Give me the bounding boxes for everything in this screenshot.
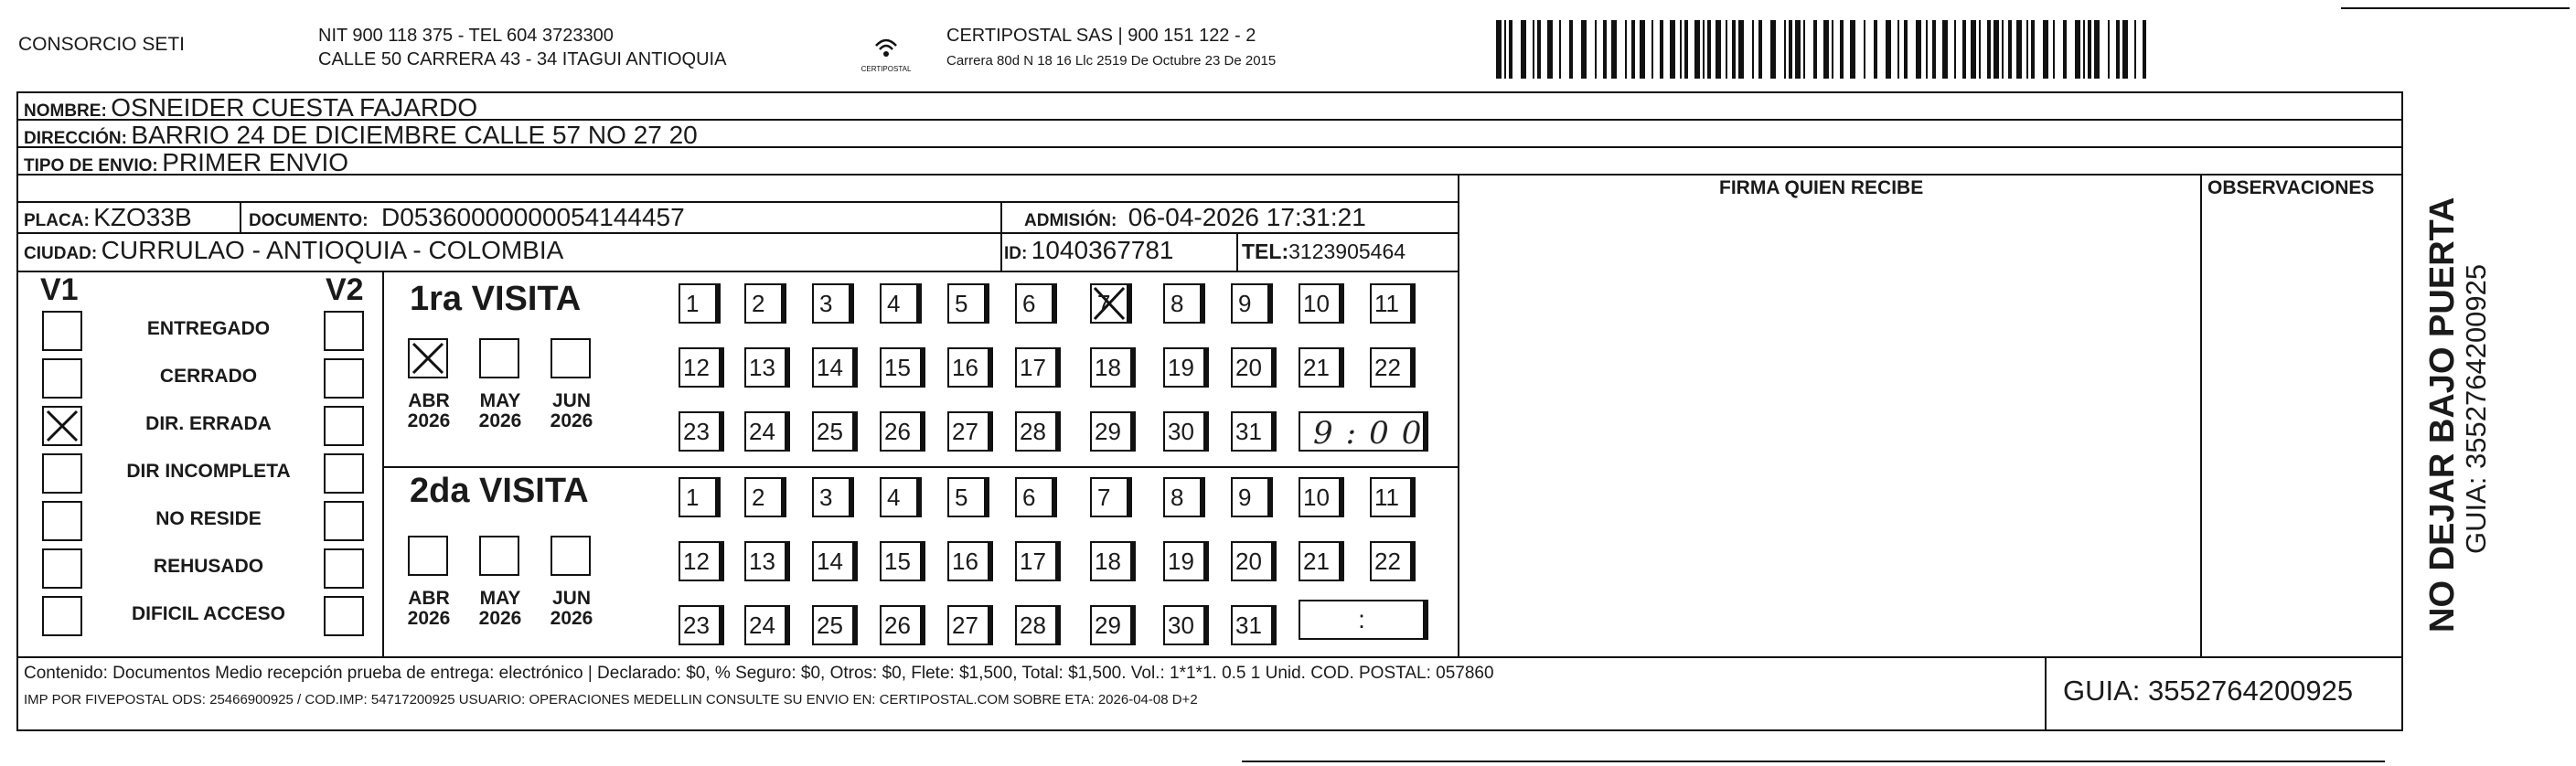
day-box[interactable]: 4 <box>880 477 918 517</box>
first-visit-time-box[interactable] <box>1299 411 1435 452</box>
day-box[interactable]: 28 <box>1015 411 1057 452</box>
ciudad-cell <box>24 236 563 265</box>
delivery-form <box>16 91 2403 731</box>
nombre-label: NOMBRE: <box>24 101 107 121</box>
first-visit-title: 1ra VISITA <box>410 280 582 318</box>
tel-label: TEL: <box>1242 239 1289 263</box>
ciudad-value: CURRULAO - ANTIOQUIA - COLOMBIA <box>101 236 564 264</box>
day-box[interactable]: 31 <box>1231 411 1273 452</box>
month-label: ABR <box>408 588 450 609</box>
day-box[interactable]: 15 <box>880 347 922 388</box>
day-box[interactable]: 19 <box>1163 541 1205 581</box>
status-label: CERRADO <box>159 366 258 387</box>
direccion-row <box>24 121 698 150</box>
day-box[interactable]: 5 <box>947 283 986 324</box>
day-box[interactable]: 21 <box>1299 347 1341 388</box>
day-box[interactable]: 29 <box>1090 411 1132 452</box>
observaciones-header: OBSERVACIONES <box>2207 177 2375 198</box>
day-box[interactable]: 16 <box>947 541 989 581</box>
tipo-label: TIPO DE ENVIO: <box>24 156 158 176</box>
v1-checkbox[interactable] <box>42 501 82 541</box>
day-box[interactable]: 4 <box>880 283 918 324</box>
id-value: 1040367781 <box>1031 236 1174 264</box>
v1-checkbox[interactable] <box>42 596 82 636</box>
barcode <box>1496 20 2158 79</box>
day-box[interactable] <box>1090 283 1128 324</box>
v1-checkbox[interactable] <box>42 453 82 494</box>
day-box[interactable]: 26 <box>880 605 922 645</box>
day-box[interactable]: 22 <box>1370 541 1412 581</box>
day-box[interactable]: 2 <box>744 283 783 324</box>
certipostal-address: Carrera 80d N 18 16 Llc 2519 De Octubre 23 De 2015 <box>946 53 1277 69</box>
id-label: ID: <box>1004 244 1028 263</box>
v1-header: V1 <box>40 272 79 307</box>
v1-checkbox[interactable] <box>42 311 82 351</box>
v2-checkbox[interactable] <box>324 596 364 636</box>
id-cell <box>1004 236 1174 265</box>
day-box[interactable]: 20 <box>1231 541 1273 581</box>
v2-checkbox[interactable] <box>324 453 364 494</box>
day-box[interactable]: 14 <box>812 541 854 581</box>
placa-label: PLACA: <box>24 211 90 230</box>
nombre-value: OSNEIDER CUESTA FAJARDO <box>111 93 478 122</box>
day-box[interactable]: 10 <box>1299 283 1341 324</box>
status-label: NO RESIDE <box>155 508 262 529</box>
status-label: DIR INCOMPLETA <box>126 461 291 482</box>
month-checkbox[interactable] <box>479 338 519 378</box>
day-box[interactable]: 31 <box>1231 605 1273 645</box>
nit-line: NIT 900 118 375 - TEL 604 3723300 <box>318 26 614 46</box>
month-checkbox[interactable] <box>479 536 519 576</box>
v1-checkbox[interactable] <box>42 358 82 399</box>
day-box[interactable]: 24 <box>744 605 786 645</box>
second-visit-time-box[interactable] <box>1299 600 1425 640</box>
day-box[interactable]: 28 <box>1015 605 1057 645</box>
side-warning: NO DEJAR BAJO PUERTA <box>2423 197 2462 633</box>
nombre-row <box>24 93 477 122</box>
direccion-label: DIRECCIÓN: <box>24 129 127 148</box>
status-label: DIFICIL ACCESO <box>131 603 285 624</box>
certipostal-logo <box>858 33 914 77</box>
admision-label: ADMISIÓN: <box>1024 211 1117 230</box>
day-box[interactable]: 2 <box>744 477 783 517</box>
year-label: 2026 <box>478 410 522 431</box>
day-box[interactable]: 16 <box>947 347 989 388</box>
day-box[interactable]: 18 <box>1090 347 1132 388</box>
day-box[interactable]: 25 <box>812 411 854 452</box>
status-label: DIR. ERRADA <box>145 413 272 434</box>
day-box[interactable]: 9 <box>1231 477 1269 517</box>
day-box[interactable]: 12 <box>679 347 721 388</box>
month-checkbox[interactable] <box>550 536 591 576</box>
placa-value: KZO33B <box>93 203 192 231</box>
day-box[interactable]: 3 <box>812 477 850 517</box>
day-box[interactable]: 8 <box>1163 283 1202 324</box>
first-visit-time: 9:00 <box>1313 415 1435 452</box>
footer-contenido: Contenido: Documentos Medio recepción prueba de entrega: electrónico | Declarado: $0, % Seguro: $0, Otros: $0, Flete: $1,500, Total: $1,500. Vol.: 1*1*1. 0.5 1 Unid. COD. POSTAL: 057860 <box>24 664 1494 683</box>
day-box[interactable]: 6 <box>1015 477 1053 517</box>
second-visit-time: : <box>1358 605 1365 633</box>
certipostal-line: CERTIPOSTAL SAS | 900 151 122 - 2 <box>946 26 1256 46</box>
year-label: 2026 <box>550 608 593 629</box>
firma-header: FIRMA QUIEN RECIBE <box>1719 177 1924 198</box>
year-label: 2026 <box>550 410 593 431</box>
month-checkbox[interactable] <box>550 338 591 378</box>
status-label: REHUSADO <box>153 556 264 577</box>
day-box[interactable]: 14 <box>812 347 854 388</box>
day-box[interactable]: 17 <box>1015 541 1057 581</box>
day-box[interactable]: 19 <box>1163 347 1205 388</box>
tel-cell <box>1242 239 1406 264</box>
tel-value: 3123905464 <box>1288 239 1406 263</box>
footer-guia: GUIA: 3552764200925 <box>2063 675 2354 707</box>
month-label: JUN <box>551 390 591 411</box>
day-box[interactable]: 22 <box>1370 347 1412 388</box>
day-box[interactable]: 13 <box>744 347 786 388</box>
v2-checkbox[interactable] <box>324 358 364 399</box>
v2-checkbox[interactable] <box>324 406 364 446</box>
day-box[interactable]: 20 <box>1231 347 1273 388</box>
month-checkbox[interactable] <box>408 338 448 378</box>
company-name: CONSORCIO SETI <box>18 34 186 55</box>
day-box[interactable]: 1 <box>679 283 717 324</box>
day-box[interactable]: 27 <box>947 411 989 452</box>
day-box[interactable]: 3 <box>812 283 850 324</box>
day-box[interactable]: 30 <box>1163 605 1205 645</box>
month-label: MAY <box>479 588 521 609</box>
day-box[interactable]: 12 <box>679 541 721 581</box>
day-box[interactable]: 11 <box>1370 477 1412 517</box>
tipo-value: PRIMER ENVIO <box>162 148 349 176</box>
day-box[interactable]: 23 <box>679 605 721 645</box>
day-box[interactable]: 17 <box>1015 347 1057 388</box>
day-box[interactable]: 30 <box>1163 411 1205 452</box>
year-label: 2026 <box>407 410 451 431</box>
year-label: 2026 <box>478 608 522 629</box>
side-guia: GUIA: 3552764200925 <box>2460 263 2492 554</box>
admision-value: 06-04-2026 17:31:21 <box>1128 203 1366 231</box>
day-box[interactable]: 24 <box>744 411 786 452</box>
v1-checkbox[interactable] <box>42 548 82 589</box>
direccion-value: BARRIO 24 DE DICIEMBRE CALLE 57 NO 27 20 <box>131 121 698 149</box>
day-box[interactable]: 13 <box>744 541 786 581</box>
v2-header: V2 <box>326 272 364 307</box>
v2-checkbox[interactable] <box>324 548 364 589</box>
day-box[interactable]: 27 <box>947 605 989 645</box>
tipo-row <box>24 148 348 177</box>
svg-text:CERTIPOSTAL: CERTIPOSTAL <box>860 65 912 73</box>
day-box[interactable]: 26 <box>880 411 922 452</box>
documento-value: D05360000000054144457 <box>381 203 685 231</box>
day-box[interactable]: 1 <box>679 477 717 517</box>
status-label: ENTREGADO <box>146 318 271 339</box>
v2-checkbox[interactable] <box>324 501 364 541</box>
day-box[interactable]: 21 <box>1299 541 1341 581</box>
day-box[interactable]: 29 <box>1090 605 1132 645</box>
day-box[interactable]: 5 <box>947 477 986 517</box>
day-box[interactable]: 15 <box>880 541 922 581</box>
v2-checkbox[interactable] <box>324 311 364 351</box>
footer-imp: IMP POR FIVEPOSTAL ODS: 25466900925 / COD.IMP: 54717200925 USUARIO: OPERACIONES MEDELLIN CONSULTE SU ENVIO EN: CERTIPOSTAL.COM SOBRE ETA: 2026-04-08 D+2 <box>24 692 1198 707</box>
day-box[interactable]: 23 <box>679 411 721 452</box>
day-number: 7 <box>1097 290 1111 317</box>
day-box[interactable]: 8 <box>1163 477 1202 517</box>
day-box[interactable]: 7 <box>1090 477 1128 517</box>
day-box[interactable]: 25 <box>812 605 854 645</box>
month-label: JUN <box>551 588 591 609</box>
placa-cell <box>24 203 192 232</box>
month-label: ABR <box>408 390 450 411</box>
day-box[interactable]: 9 <box>1231 283 1269 324</box>
address-line: CALLE 50 CARRERA 43 - 34 ITAGUI ANTIOQUIA <box>318 49 727 69</box>
day-box[interactable]: 6 <box>1015 283 1053 324</box>
month-checkbox[interactable] <box>408 536 448 576</box>
day-box[interactable]: 10 <box>1299 477 1341 517</box>
documento-cell <box>249 203 685 232</box>
day-box[interactable]: 18 <box>1090 541 1132 581</box>
admision-cell <box>1024 203 1366 232</box>
year-label: 2026 <box>407 608 451 629</box>
ciudad-label: CIUDAD: <box>24 244 98 263</box>
v1-checkbox[interactable] <box>42 406 82 446</box>
documento-label: DOCUMENTO: <box>249 211 369 230</box>
second-visit-title: 2da VISITA <box>410 472 589 510</box>
day-box[interactable]: 11 <box>1370 283 1412 324</box>
month-label: MAY <box>479 390 521 411</box>
